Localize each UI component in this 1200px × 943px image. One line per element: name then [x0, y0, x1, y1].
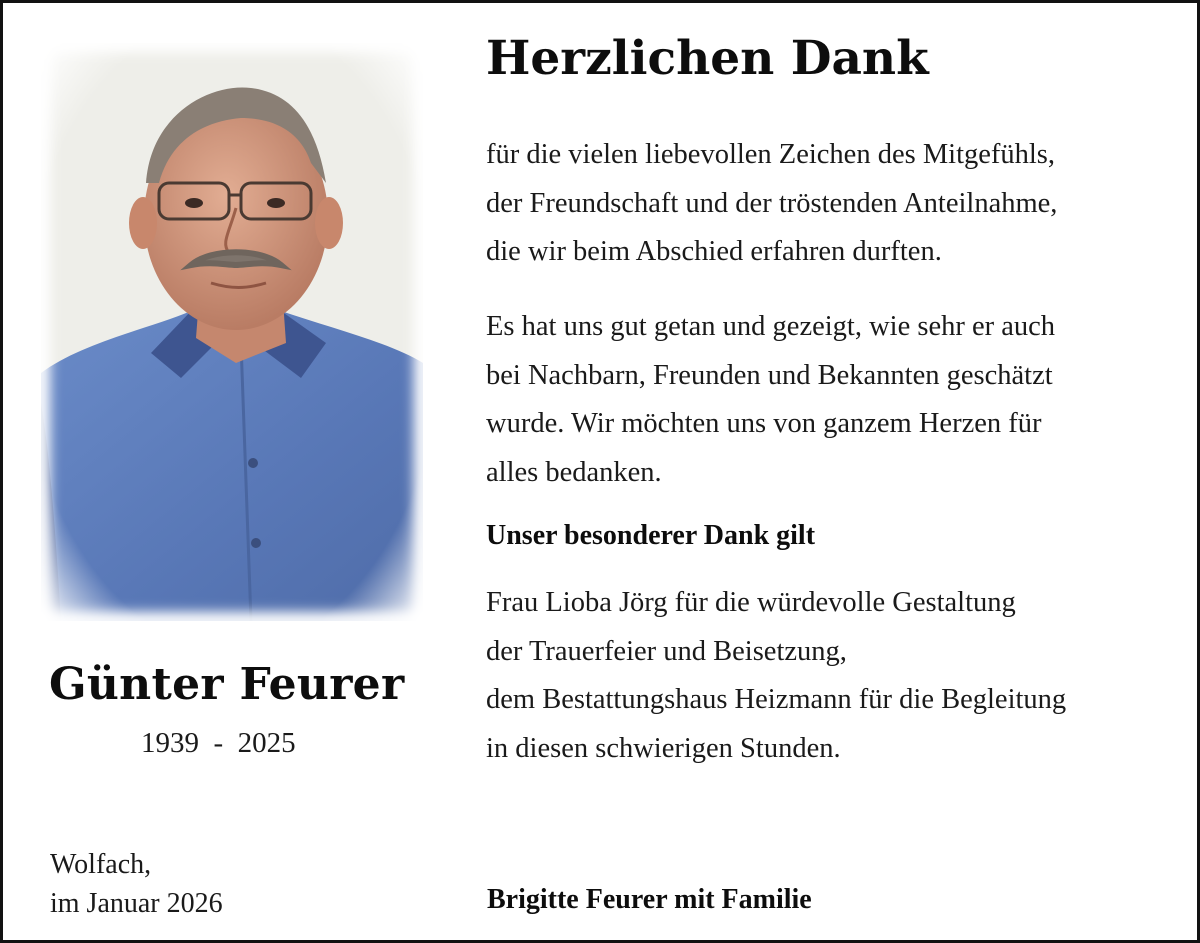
text-line: wurde. Wir möchten uns von ganzem Herzen für — [486, 408, 1042, 439]
birth-year: 1939 — [141, 727, 199, 759]
date-separator: - — [213, 727, 224, 759]
place-date — [50, 845, 350, 923]
text-line: bei Nachbarn, Freunden und Bekannten geschätzt — [486, 359, 1053, 391]
text-line: Frau Lioba Jörg für die würdevolle Gestaltung — [486, 587, 1016, 618]
paragraph-sympathy — [486, 131, 1186, 277]
life-dates — [141, 727, 391, 760]
place-month: im Januar 2026 — [50, 888, 223, 919]
family-signature: Brigitte Feurer mit Familie — [487, 884, 812, 915]
text-line: dem Bestattungshaus Heizmann für die Begleitung — [486, 684, 1067, 715]
portrait-photo — [41, 43, 423, 621]
text-line: der Trauerfeier und Beisetzung, — [486, 635, 847, 667]
paragraph-appreciation — [486, 303, 1186, 497]
text-line: alles bedanken. — [486, 456, 662, 488]
text-line: die wir beim Abschied erfahren durften. — [486, 236, 942, 267]
paragraph-special-thanks — [486, 579, 1186, 773]
place-city: Wolfach, — [50, 849, 152, 880]
text-line: der Freundschaft und der tröstenden Anteilnahme, — [486, 187, 1058, 219]
death-year: 2025 — [237, 727, 296, 759]
text-line: für die vielen liebevollen Zeichen des Mitgefühls, — [486, 139, 1056, 170]
thanks-heading: Herzlichen Dank — [486, 31, 929, 86]
text-line: in diesen schwierigen Stunden. — [486, 732, 841, 764]
special-thanks-heading: Unser besonderer Dank gilt — [486, 520, 816, 551]
text-line: Es hat uns gut getan und gezeigt, wie sehr er auch — [486, 311, 1056, 342]
deceased-name: Günter Feurer — [49, 659, 405, 710]
